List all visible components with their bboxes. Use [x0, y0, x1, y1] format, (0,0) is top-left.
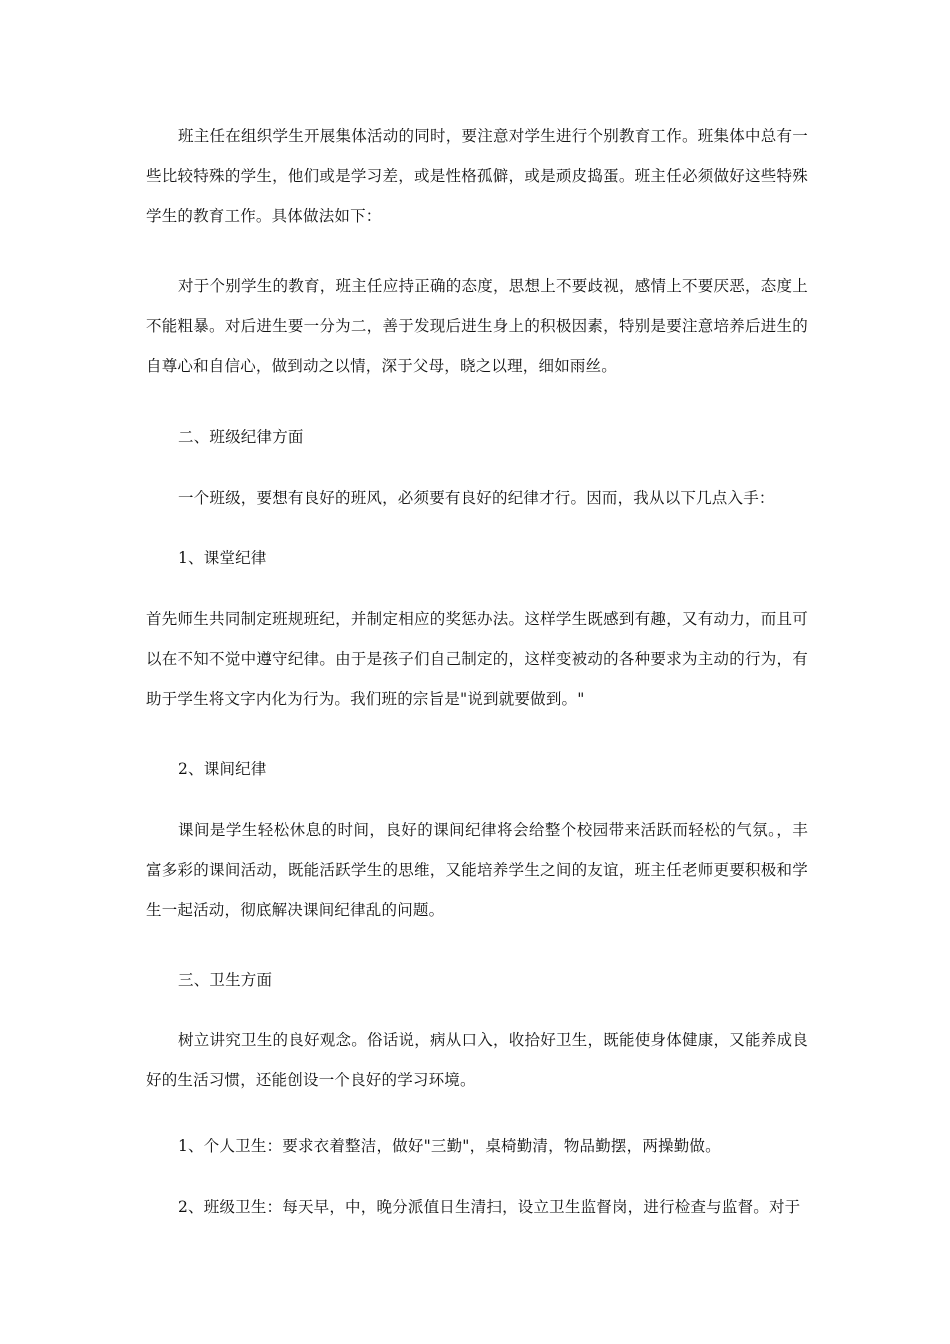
- heading-hygiene: 三、卫生方面: [178, 971, 273, 989]
- heading-class-discipline: 二、班级纪律方面: [178, 428, 304, 446]
- paragraph-individual-education-intro: 班主任在组织学生开展集体活动的同时，要注意对学生进行个别教育工作。班集体中总有一些比较特殊的学生，他们或是学习差，或是性格孤僻，或是顽皮捣蛋。班主任必须做好这些特殊学生的教育工作。具体做法如下：: [146, 127, 808, 225]
- heading-break-discipline: 2、课间纪律: [178, 760, 267, 778]
- paragraph-class-hygiene: 2、班级卫生：每天早，中，晚分派值日生清扫，设立卫生监督岗，进行检查与监督。对于: [178, 1198, 801, 1216]
- paragraph-classroom-rules: 首先师生共同制定班规班纪，并制定相应的奖惩办法。这样学生既感到有趣，又有动力，而且可以在不知不觉中遵守纪律。由于是孩子们自己制定的，这样变被动的各种要求为主动的行为，有助于学生将文字内化为行为。我们班的宗旨是"说到就要做到。": [146, 610, 808, 708]
- paragraph-attitude-toward-students: 对于个别学生的教育，班主任应持正确的态度，思想上不要歧视，感情上不要厌恶，态度上不能粗暴。对后进生要一分为二，善于发现后进生身上的积极因素，特别是要注意培养后进生的自尊心和自信心，做到动之以情，深于父母，晓之以理，细如雨丝。: [146, 277, 808, 375]
- paragraph-personal-hygiene: 1、个人卫生：要求衣着整洁，做好"三勤"，桌椅勤清，物品勤摆，两操勤做。: [178, 1137, 721, 1155]
- paragraph-discipline-intro: 一个班级，要想有良好的班风，必须要有良好的纪律才行。因而，我从以下几点入手：: [178, 489, 775, 507]
- heading-classroom-discipline: 1、课堂纪律: [178, 549, 267, 567]
- paragraph-hygiene-concept: 树立讲究卫生的良好观念。俗话说，病从口入，收拾好卫生，既能使身体健康，又能养成良好的生活习惯，还能创设一个良好的学习环境。: [146, 1031, 808, 1089]
- paragraph-break-activities: 课间是学生轻松休息的时间，良好的课间纪律将会给整个校园带来活跃而轻松的气氛。，丰富多彩的课间活动，既能活跃学生的思维，又能培养学生之间的友谊，班主任老师更要积极和学生一起活动，彻底解决课间纪律乱的问题。: [146, 821, 808, 919]
